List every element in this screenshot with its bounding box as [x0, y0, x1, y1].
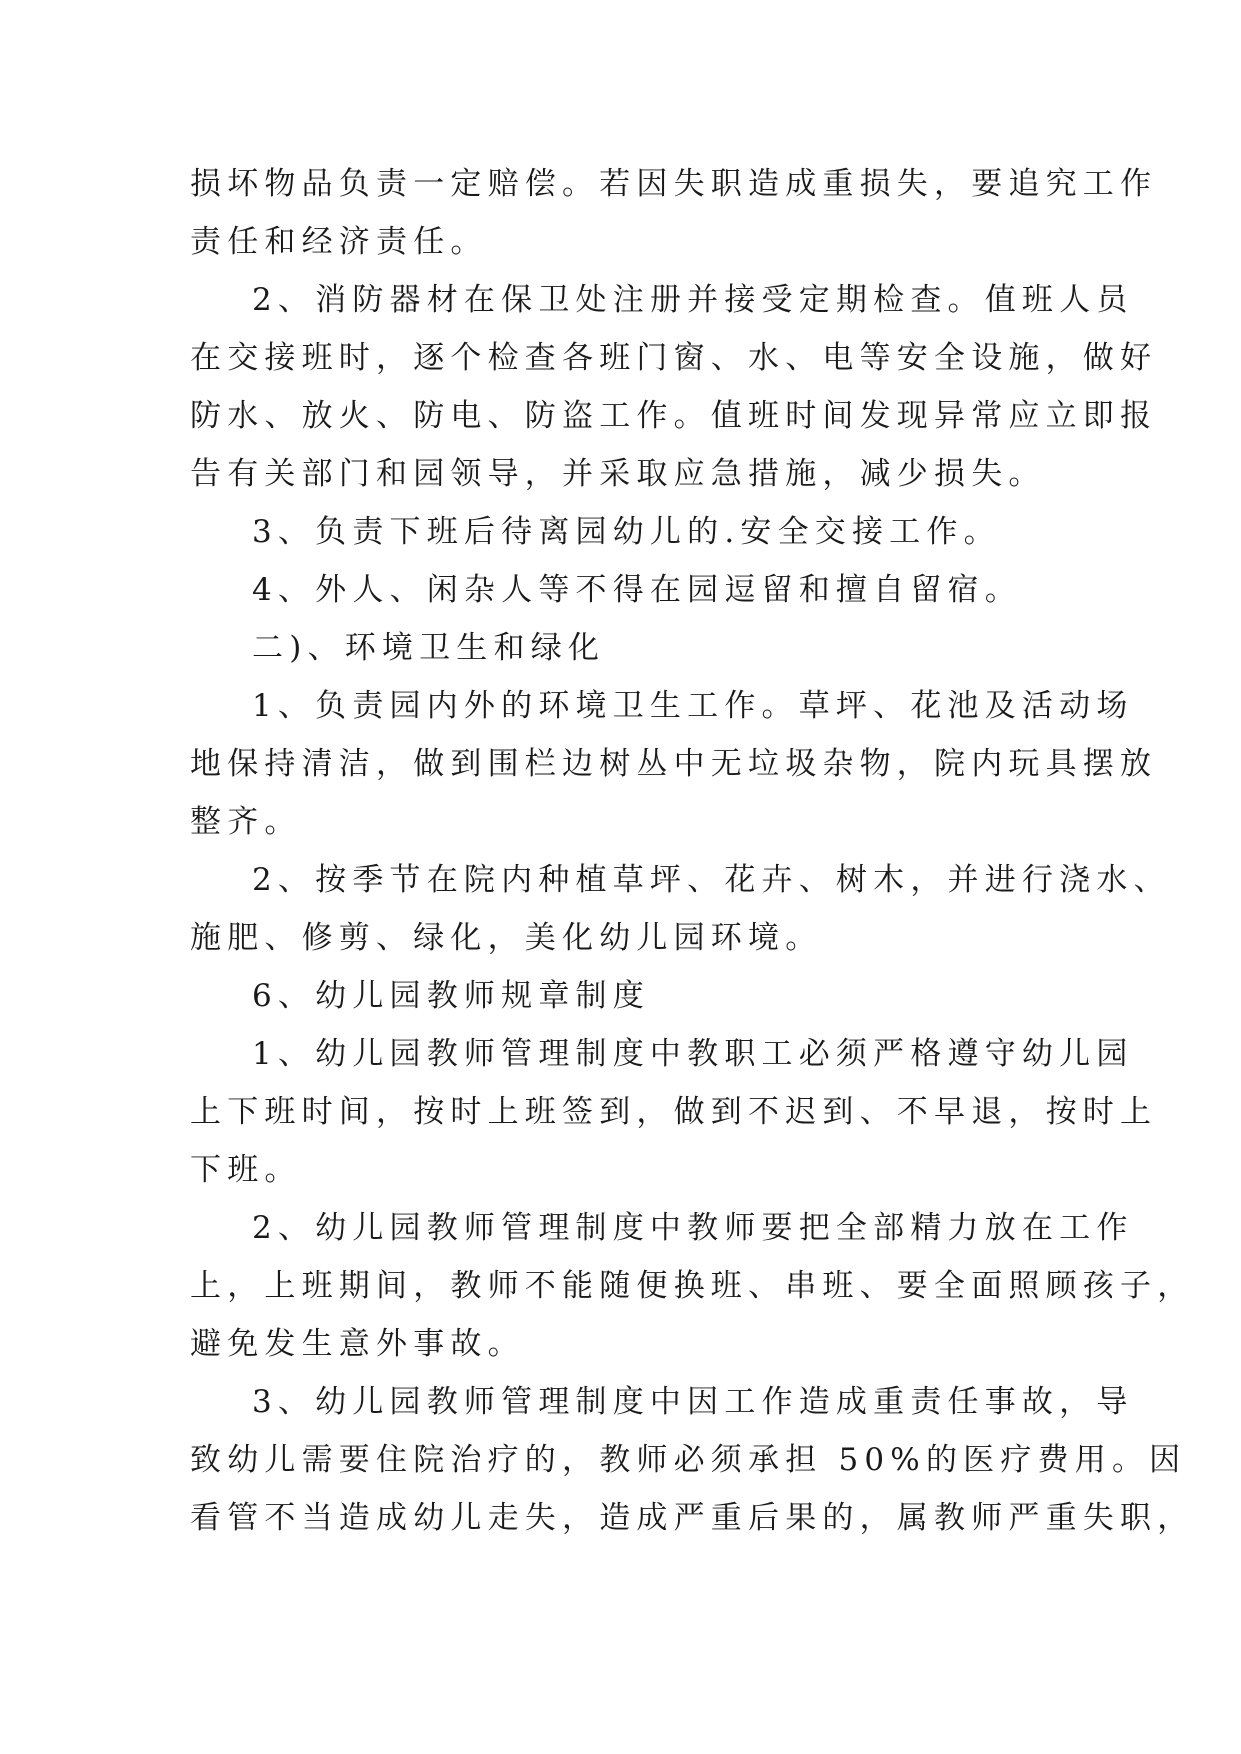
paragraph-start-line: 2、按季节在院内种植草坪、花卉、树木，并进行浇水、 [252, 862, 1171, 898]
text-line: 看管不当造成幼儿走失，造成严重后果的，属教师严重失职， [190, 1500, 1195, 1536]
text-line: 地保持清洁，做到围栏边树丛中无垃圾杂物，院内玩具摆放 [190, 746, 1158, 782]
paragraph-start-line: 1、负责园内外的环境卫生工作。草坪、花池及活动场 [252, 688, 1134, 724]
paragraph-start-line: 2、幼儿园教师管理制度中教师要把全部精力放在工作 [252, 1210, 1134, 1246]
paragraph-start-line: 4、外人、闲杂人等不得在园逗留和擅自留宿。 [252, 572, 1022, 608]
text-line: 避免发生意外事故。 [190, 1326, 525, 1362]
text-line: 防水、放火、防电、防盗工作。值班时间发现异常应立即报 [190, 398, 1158, 434]
paragraph-start-line: 1、幼儿园教师管理制度中教职工必须严格遵守幼儿园 [252, 1036, 1134, 1072]
paragraph-start-line: 2、消防器材在保卫处注册并接受定期检查。值班人员 [252, 282, 1134, 318]
text-line: 整齐。 [190, 804, 302, 840]
section-heading: 6、幼儿园教师规章制度 [252, 978, 650, 1014]
text-line: 下班。 [190, 1152, 302, 1188]
paragraph-start-line: 3、幼儿园教师管理制度中因工作造成重责任事故，导 [252, 1384, 1134, 1420]
paragraph-start-line: 3、负责下班后待离园幼儿的.安全交接工作。 [252, 514, 1001, 550]
text-line: 责任和经济责任。 [190, 224, 488, 260]
text-line: 施肥、修剪、绿化，美化幼儿园环境。 [190, 920, 823, 956]
text-line: 上，上班期间，教师不能随便换班、串班、要全面照顾孩子， [190, 1268, 1195, 1304]
text-line: 致幼儿需要住院治疗的，教师必须承担 50%的医疗费用。因 [190, 1442, 1187, 1478]
text-line: 告有关部门和园领导，并采取应急措施，减少损失。 [190, 456, 1046, 492]
section-heading: 二)、环境卫生和绿化 [252, 630, 606, 666]
text-line: 在交接班时，逐个检查各班门窗、水、电等安全设施，做好 [190, 340, 1158, 376]
text-line: 上下班时间，按时上班签到，做到不迟到、不早退，按时上 [190, 1094, 1158, 1130]
text-line: 损坏物品负责一定赔偿。若因失职造成重损失，要追究工作 [190, 166, 1158, 202]
